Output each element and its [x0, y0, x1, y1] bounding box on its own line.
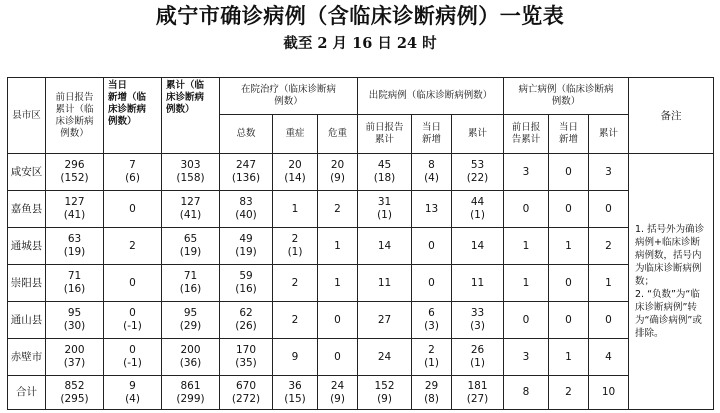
cell-line: 62 [239, 307, 253, 320]
cell-line: 303 [180, 159, 201, 172]
cell-line: 45 [377, 159, 392, 172]
cell-line: 1 [291, 202, 299, 215]
cell-line: 0 [565, 313, 572, 326]
cell-deaths-prev [504, 191, 549, 228]
cell-deaths-new [549, 376, 589, 410]
cell-line: (16) [179, 283, 202, 296]
cell-prev-total [46, 191, 104, 228]
cell-deaths-prev [504, 228, 549, 265]
cell-line: (1) [377, 209, 392, 222]
cell-line: 0 [129, 276, 136, 289]
cell-cumulative [162, 191, 220, 228]
cell-line: (6) [125, 172, 140, 185]
cell-line: 2 [291, 233, 299, 246]
cell-line: (8) [424, 392, 439, 405]
cell-line: (9) [330, 172, 345, 185]
cell-line: (4) [125, 392, 140, 405]
cell-line: 127 [64, 196, 85, 209]
cell-deaths-total [589, 376, 629, 410]
cell-discharged-new [412, 302, 452, 339]
cell-critical [318, 376, 358, 410]
cell-line: 852 [64, 379, 85, 392]
header-discharged: 出院病例（临床诊断病例数） [358, 78, 504, 115]
cell-line: 0 [428, 276, 435, 289]
cell-in-hospital-total [220, 339, 273, 376]
cell-line: 2 [605, 239, 612, 252]
cell-line: 0 [334, 350, 341, 363]
cell-line: (35) [235, 357, 257, 370]
cell-in-hospital-total [220, 265, 273, 302]
cell-deaths-new [549, 191, 589, 228]
table-row [8, 154, 714, 191]
cell-line: 2 [428, 344, 435, 357]
cell-line: 33 [470, 307, 485, 320]
cell-deaths-prev [504, 376, 549, 410]
cell-line: (3) [424, 320, 439, 333]
cell-line: 例数） [108, 116, 137, 127]
cell-discharged-total [452, 228, 504, 265]
cell-county: 赤壁市 [8, 339, 46, 376]
cell-line: (41) [179, 209, 202, 222]
cell-line: (26) [235, 320, 257, 333]
cell-deaths-total [589, 228, 629, 265]
cell-line: (152) [60, 172, 89, 185]
cell-deaths-new [549, 302, 589, 339]
cell-line: 3 [522, 350, 530, 363]
cell-critical [318, 339, 358, 376]
cell-line: 9 [129, 379, 136, 392]
cell-line: (27) [466, 392, 489, 405]
cell-line: 95 [67, 307, 82, 320]
remark-note: 2. “负数”为“临床诊断病例”转为“确诊病例”或排除。 [635, 289, 702, 340]
cell-in-hospital-total [220, 302, 273, 339]
cell-discharged-new [412, 376, 452, 410]
cell-line: (272) [231, 392, 261, 405]
cell-discharged-total [452, 302, 504, 339]
cell-line: 127 [180, 196, 201, 209]
table-row [8, 191, 714, 228]
header-prev-total [46, 78, 104, 154]
cell-line: 例数） [551, 96, 581, 107]
cell-line: 53 [470, 159, 485, 172]
cell-severe [273, 228, 318, 265]
cell-line: 0 [605, 313, 612, 326]
cell-critical [318, 265, 358, 302]
remark-note: 1. 括号外为确诊病例+临床诊断病例数，括号内为临床诊断病例数； [635, 224, 705, 288]
cell-today-new [104, 302, 162, 339]
cell-line: 20 [330, 159, 345, 172]
cell-line: 0 [565, 276, 572, 289]
remarks-cell [629, 154, 714, 410]
cell-discharged-prev [358, 154, 412, 191]
cell-line: 152 [374, 379, 395, 392]
header-dis-new [412, 115, 452, 154]
cell-line: 8 [522, 386, 530, 399]
cell-line: 2 [129, 239, 136, 252]
cell-line: 1 [334, 239, 341, 252]
cell-critical [318, 191, 358, 228]
cell-line: (-1) [123, 357, 142, 370]
cell-line: 0 [522, 313, 530, 326]
cell-line: 1 [522, 239, 530, 252]
header-deaths [504, 78, 629, 115]
cell-discharged-prev [358, 228, 412, 265]
cell-line: (4) [424, 172, 439, 185]
page-subtitle: 截至 2 月 16 日 24 时 [283, 35, 437, 52]
cell-line: (16) [235, 283, 257, 296]
cell-critical [318, 302, 358, 339]
cell-today-new [104, 339, 162, 376]
cell-line: 2 [565, 386, 572, 399]
cell-line: 31 [377, 196, 392, 209]
table-row [8, 265, 714, 302]
cell-line: 0 [522, 202, 530, 215]
cell-line: 83 [239, 196, 253, 209]
cell-line: (37) [63, 357, 86, 370]
cell-line: 36 [288, 379, 302, 392]
cell-line: 新增（临 [108, 92, 147, 103]
cell-line: (19) [235, 246, 257, 259]
cell-line: 29 [424, 379, 439, 392]
cell-line: 2 [291, 313, 299, 326]
cell-line: 在院治疗（临床诊断病 [240, 84, 336, 95]
cell-line: (1) [424, 357, 439, 370]
cell-line: (295) [60, 392, 89, 405]
cell-cumulative [162, 376, 220, 410]
cell-discharged-new [412, 339, 452, 376]
cell-line: (16) [63, 283, 86, 296]
cell-severe [273, 265, 318, 302]
cell-line: (1) [470, 209, 485, 222]
cell-line: 670 [235, 379, 257, 392]
header-cumulative [162, 78, 220, 154]
header-county: 县市区 [8, 78, 46, 154]
cell-line: 累计（临 [55, 103, 94, 115]
cell-line: 累计 [374, 134, 394, 146]
cell-line: 1 [522, 276, 530, 289]
cell-in-hospital-total [220, 376, 273, 410]
cell-line: 例数） [166, 104, 195, 115]
cell-discharged-prev [358, 302, 412, 339]
cell-line: (299) [176, 392, 205, 405]
cell-today-new [104, 265, 162, 302]
cell-line: (36) [179, 357, 202, 370]
case-table [7, 77, 714, 410]
cell-line: 床诊断病 [55, 115, 94, 127]
cell-line: 0 [605, 202, 612, 215]
cell-line: 累计（临 [166, 80, 205, 91]
cell-deaths-new [549, 339, 589, 376]
cell-line: 13 [424, 202, 439, 215]
cell-line: 71 [67, 270, 82, 283]
cell-line: (30) [63, 320, 86, 333]
cell-line: 20 [288, 159, 302, 172]
cell-line: 3 [522, 165, 530, 178]
cell-line: 24 [330, 379, 345, 392]
table-row [8, 302, 714, 339]
cell-line: (1) [470, 357, 485, 370]
cell-line: 2 [291, 276, 299, 289]
cell-in-hospital-total [220, 228, 273, 265]
table-row [8, 339, 714, 376]
cell-line: 0 [129, 344, 136, 357]
cell-discharged-prev [358, 191, 412, 228]
cell-line: 65 [183, 233, 198, 246]
table-row [8, 228, 714, 265]
cell-line: 当日 [421, 122, 441, 134]
cell-line: 296 [64, 159, 85, 172]
cell-severe [273, 302, 318, 339]
cell-today-new [104, 228, 162, 265]
cell-line: 181 [467, 379, 488, 392]
header-remarks: 备注 [629, 78, 714, 154]
cell-line: (-1) [123, 320, 142, 333]
cell-severe [273, 154, 318, 191]
cell-line: 告累计 [511, 134, 541, 146]
header-in-severe: 重症 [273, 115, 318, 154]
cell-line: 71 [183, 270, 198, 283]
cell-line: 200 [64, 344, 85, 357]
cell-deaths-total [589, 265, 629, 302]
header-dis-prev [358, 115, 412, 154]
cell-severe [273, 376, 318, 410]
cell-line: 7 [129, 159, 136, 172]
cell-line: (19) [179, 246, 202, 259]
cell-line: 0 [334, 313, 341, 326]
cell-line: 0 [565, 202, 572, 215]
cell-prev-total [46, 376, 104, 410]
cell-discharged-prev [358, 265, 412, 302]
cell-deaths-prev [504, 302, 549, 339]
cell-in-hospital-total [220, 191, 273, 228]
cell-line: 病亡病例（临床诊断病 [518, 84, 614, 95]
cell-prev-total [46, 302, 104, 339]
cell-line: 24 [377, 350, 392, 363]
cell-line: 0 [565, 165, 572, 178]
cell-line: 前日报告 [55, 91, 94, 103]
cell-line: (15) [284, 392, 306, 405]
cell-line: 49 [239, 233, 253, 246]
cell-deaths-new [549, 154, 589, 191]
cell-deaths-prev [504, 265, 549, 302]
cell-line: 14 [470, 239, 485, 252]
cell-county: 咸安区 [8, 154, 46, 191]
cell-line: (9) [377, 392, 392, 405]
cell-line: 14 [377, 239, 392, 252]
cell-line: 11 [470, 276, 485, 289]
cell-deaths-total [589, 302, 629, 339]
cell-critical [318, 154, 358, 191]
header-in-critical: 危重 [318, 115, 358, 154]
cell-discharged-total [452, 265, 504, 302]
cell-line: (9) [330, 392, 345, 405]
cell-line: 170 [235, 344, 257, 357]
cell-discharged-prev [358, 376, 412, 410]
cell-line: (22) [466, 172, 489, 185]
cell-county: 合计 [8, 376, 46, 410]
cell-line: 59 [239, 270, 253, 283]
cell-today-new [104, 376, 162, 410]
cell-line: (136) [231, 172, 261, 185]
cell-line: 当日 [108, 80, 128, 91]
cell-line: 1 [605, 276, 612, 289]
cell-line: 9 [291, 350, 299, 363]
cell-line: (1) [287, 246, 303, 259]
cell-line: 0 [129, 202, 136, 215]
cell-deaths-prev [504, 154, 549, 191]
header-death-new [549, 115, 589, 154]
cell-line: 44 [470, 196, 485, 209]
cell-in-hospital-total [220, 154, 273, 191]
page-title: 咸宁市确诊病例（含临床诊断病例）一览表 [155, 3, 565, 28]
header-in-total: 总数 [220, 115, 273, 154]
cell-line: 1 [565, 350, 572, 363]
cell-line: 0 [129, 307, 136, 320]
cell-today-new [104, 154, 162, 191]
cell-cumulative [162, 265, 220, 302]
cell-deaths-prev [504, 339, 549, 376]
cell-prev-total [46, 265, 104, 302]
cell-deaths-total [589, 154, 629, 191]
cell-line: (29) [179, 320, 202, 333]
cell-discharged-new [412, 265, 452, 302]
cell-line: 27 [377, 313, 392, 326]
header-dis-total: 累计 [452, 115, 504, 154]
cell-discharged-total [452, 154, 504, 191]
cell-line: (3) [470, 320, 485, 333]
cell-line: 95 [183, 307, 198, 320]
cell-discharged-total [452, 191, 504, 228]
cell-line: 2 [334, 202, 341, 215]
cell-line: 1 [565, 239, 572, 252]
cell-line: (158) [176, 172, 205, 185]
cell-discharged-total [452, 376, 504, 410]
header-in-hospital [220, 78, 358, 115]
cell-county: 崇阳县 [8, 265, 46, 302]
cell-today-new [104, 191, 162, 228]
table-row [8, 376, 714, 410]
cell-line: 床诊断病 [108, 104, 147, 115]
cell-discharged-total [452, 339, 504, 376]
cell-prev-total [46, 228, 104, 265]
cell-discharged-new [412, 228, 452, 265]
cell-line: 10 [601, 386, 616, 399]
cell-county: 通山县 [8, 302, 46, 339]
cell-line: 4 [605, 350, 612, 363]
cell-county: 嘉鱼县 [8, 191, 46, 228]
cell-deaths-total [589, 339, 629, 376]
cell-cumulative [162, 228, 220, 265]
cell-discharged-new [412, 154, 452, 191]
cell-prev-total [46, 154, 104, 191]
cell-prev-total [46, 339, 104, 376]
cell-cumulative [162, 154, 220, 191]
cell-cumulative [162, 302, 220, 339]
cell-line: (40) [235, 209, 257, 222]
cell-deaths-total [589, 191, 629, 228]
cell-line: 200 [180, 344, 201, 357]
cell-line: 11 [377, 276, 392, 289]
cell-line: 861 [180, 379, 201, 392]
cell-severe [273, 339, 318, 376]
cell-line: 前日报告 [365, 122, 404, 134]
cell-line: 6 [428, 307, 435, 320]
cell-line: (18) [373, 172, 396, 185]
cell-line: 8 [428, 159, 435, 172]
cell-line: 前日报 [511, 122, 541, 134]
cell-line: 1 [334, 276, 341, 289]
cell-severe [273, 191, 318, 228]
cell-line: (19) [63, 246, 86, 259]
cell-line: 新增 [421, 134, 441, 146]
cell-line: 床诊断病 [166, 92, 205, 103]
header-death-total: 累计 [589, 115, 629, 154]
cell-line: 例数） [60, 127, 89, 139]
cell-line: (41) [63, 209, 86, 222]
header-death-prev [504, 115, 549, 154]
cell-line: 当日 [558, 122, 578, 134]
cell-line: 26 [470, 344, 485, 357]
cell-line: (14) [284, 172, 306, 185]
cell-cumulative [162, 339, 220, 376]
cell-line: 新增 [558, 134, 578, 146]
cell-deaths-new [549, 265, 589, 302]
header-row-1 [8, 78, 714, 115]
cell-discharged-new [412, 191, 452, 228]
cell-line: 例数） [274, 96, 303, 107]
cell-county: 通城县 [8, 228, 46, 265]
header-today-new [104, 78, 162, 154]
cell-line: 63 [67, 233, 82, 246]
cell-critical [318, 228, 358, 265]
cell-line: 3 [605, 165, 612, 178]
cell-discharged-prev [358, 339, 412, 376]
cell-line: 0 [428, 239, 435, 252]
cell-line: 247 [235, 159, 257, 172]
cell-deaths-new [549, 228, 589, 265]
